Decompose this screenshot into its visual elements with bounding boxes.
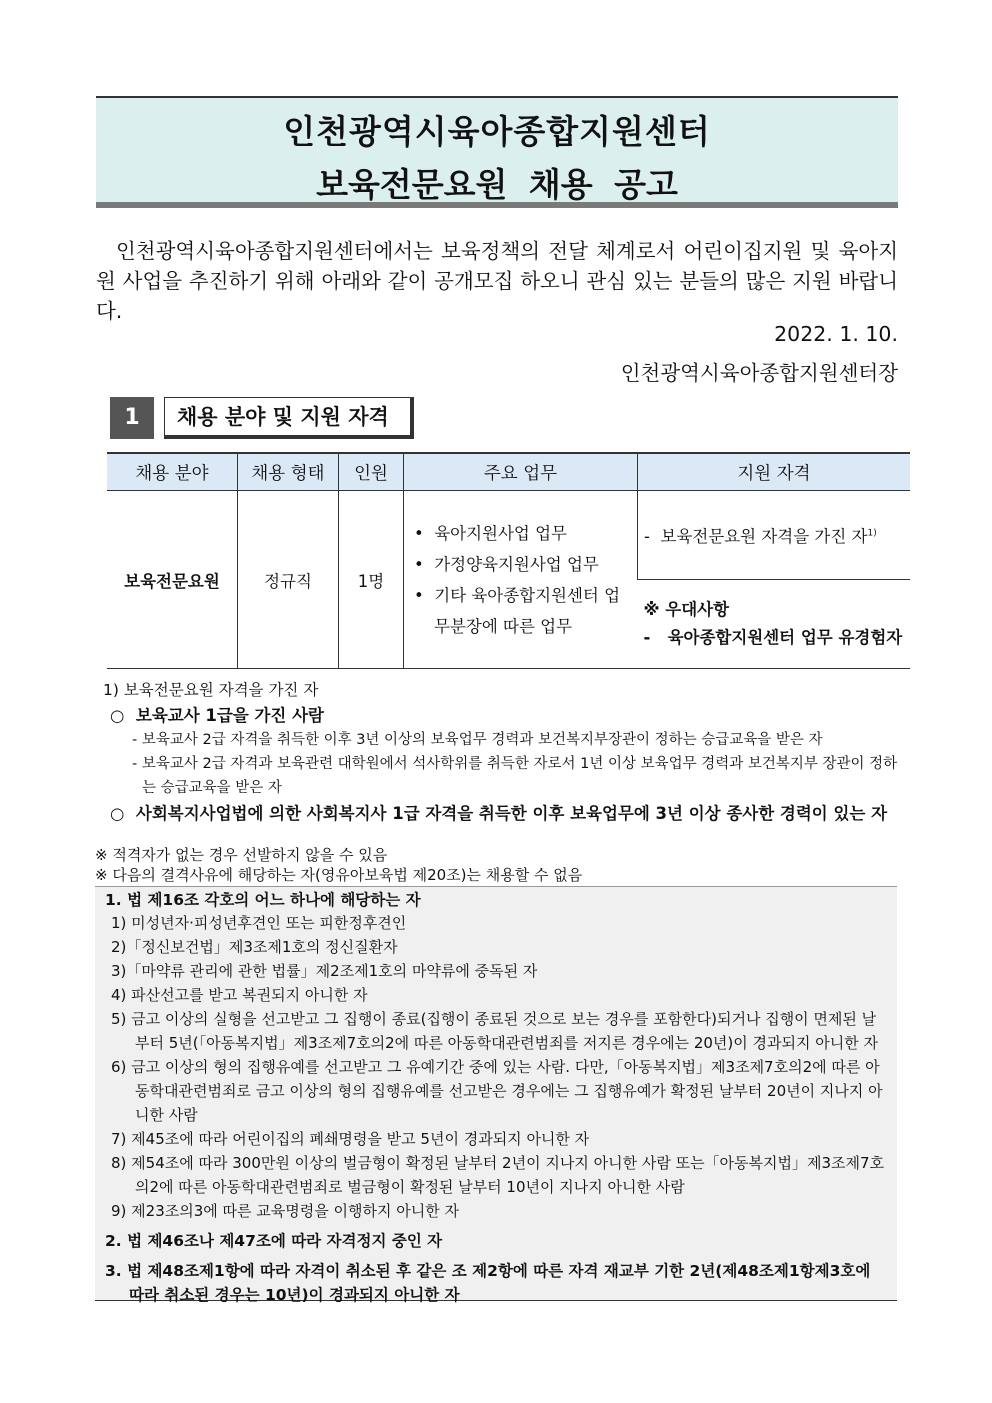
cell-type: 정규직 [238,491,339,669]
title-line2: 보육전문요원 채용 공고 [316,165,678,204]
recruitment-table [107,452,910,669]
disq-item: 2)「정신보건법」제3조제1호의 정신질환자 [111,938,398,956]
announcement-date: 2022. 1. 10. [774,322,898,346]
disq-item: 7) 제45조에 따라 어린이집의 폐쇄명령을 받고 5년이 경과되지 아니한 자 [111,1130,590,1148]
footnote-sub-item: - 보육교사 2급 자격과 보육관련 대학원에서 석사학위를 취득한 자로서 1년 이상 보육업무 경력과 보건복지부 장관이 정하는 승급교육을 받은 자 [132,756,898,796]
footnote-bullet1: ○ 보육교사 1급을 가진 사람 [110,706,324,725]
cell-field: 보육전문요원 [107,491,238,669]
footnote-sub-item: - 보육교사 2급 자격을 취득한 이후 3년 이상의 보육업무 경력과 보건복지부장관이 정하는 승급교육을 받은 자 [132,732,823,748]
note-item: ※ 적격자가 없는 경우 선발하지 않을 수 있음 [95,846,388,864]
disq-item: 6) 금고 이상의 형의 집행유예를 선고받고 그 유예기간 중에 있는 사람. 다만,「아동복지법」제3조제7호의2에 따른 아동학대관련범죄로 금고 이상의 형의 집행유예를 선고받은 경우에는 그 집행유예가 확정된 날부터 20년이 지나지 아니한 사람 [111,1058,883,1124]
header-type: 채용 형태 [238,453,339,491]
cell-qualification: - 보육전문요원 자격을 가진 자$^{1)}$ [638,491,911,580]
cell-preference [638,580,911,669]
signature: 인천광역시육아종합지원센터장 [620,361,898,385]
title-line1: 인천광역시육아종합지원센터 [283,112,711,151]
disq-item: 5) 금고 이상의 실형을 선고받고 그 집행이 종료(집행이 종료된 것으로 보는 경우를 포함한다)되거나 집행이 면제된 날부터 5년(「아동복지법」제3조제7호의2에 따른 아동학대관련범죄를 저지른 경우에는 20년)이 경과되지 아니한 자 [111,1010,878,1052]
footnote-subitems [124,728,904,800]
note-item: ※ 다음의 결격사유에 해당하는 자(영유아보육법 제20조)는 채용할 수 없음 [95,866,583,884]
intro-paragraph: 인천광역시육아종합지원센터에서는 보육정책의 전달 체계로서 어린이집지원 및 육아지원 사업을 추진하기 위해 아래와 같이 공개모집 하오니 관심 있는 분들의 많은 지원 바랍니다. [96,239,898,323]
disq-item: 1) 미성년자·피성년후견인 또는 피한정후견인 [111,914,407,932]
section-title: 채용 분야 및 지원 자격 [164,397,414,439]
preference-title: ※ 우대사항 [643,600,730,619]
disq-item: 8) 제54조에 따라 300만원 이상의 벌금형이 확정된 날부터 2년이 지나지 아니한 사람 또는「아동복지법」제3조제7호의2에 따른 아동학대관련범죄로 벌금형이 확정된 날부터 10년이 지나지 아니한 사람 [111,1154,885,1196]
header-qualification: 지원 자격 [638,453,911,491]
disq-item: 4) 파산선고를 받고 복권되지 아니한 자 [111,986,368,1004]
table-row [107,491,910,580]
preference-item: - 육아종합지원센터 업무 유경험자 [643,628,903,647]
cell-count: 1명 [339,491,404,669]
duty-item: • 가정양육지원사업 업무 [414,554,599,574]
disq-heading-2: 2. 법 제46조나 제47조에 따라 자격정지 중인 자 [105,1232,443,1250]
notes [95,845,582,885]
disq-heading-1: 1. 법 제16조 각호의 어느 하나에 해당하는 자 [105,891,421,909]
table-header-row [107,453,910,491]
disq-heading-3: 3. 법 제48조제1항에 따라 자격이 취소된 후 같은 조 제2항에 따른 자격 재교부 기한 2년(제48조제1항제3호에 따라 취소된 경우는 10년)이 경과되지 아니한 자 [105,1262,871,1304]
footnote-label: 1) 보육전문요원 자격을 가진 자 [103,681,319,699]
title-box [96,96,898,208]
header-duties: 주요 업무 [404,453,638,491]
header-count: 인원 [339,453,404,491]
footnote-bullet2: ○ 사회복지사업법에 의한 사회복지사 1급 자격을 취득한 이후 보육업무에 3년 이상 종사한 경력이 있는 자 [110,804,888,823]
disq-item: 3)「마약류 관리에 관한 법률」제2조제1호의 마약류에 중독된 자 [111,962,538,980]
section-number: 1 [110,397,154,439]
duty-item: • 기타 육아종합지원센터 업무분장에 따른 업무 [414,585,621,636]
header-field: 채용 분야 [107,453,238,491]
disqualification-box [95,886,897,1304]
cell-duties [404,491,638,669]
duty-item: • 육아지원사업 업무 [414,523,567,543]
disq-item: 9) 제23조의3에 따른 교육명령을 이행하지 아니한 자 [111,1202,459,1220]
